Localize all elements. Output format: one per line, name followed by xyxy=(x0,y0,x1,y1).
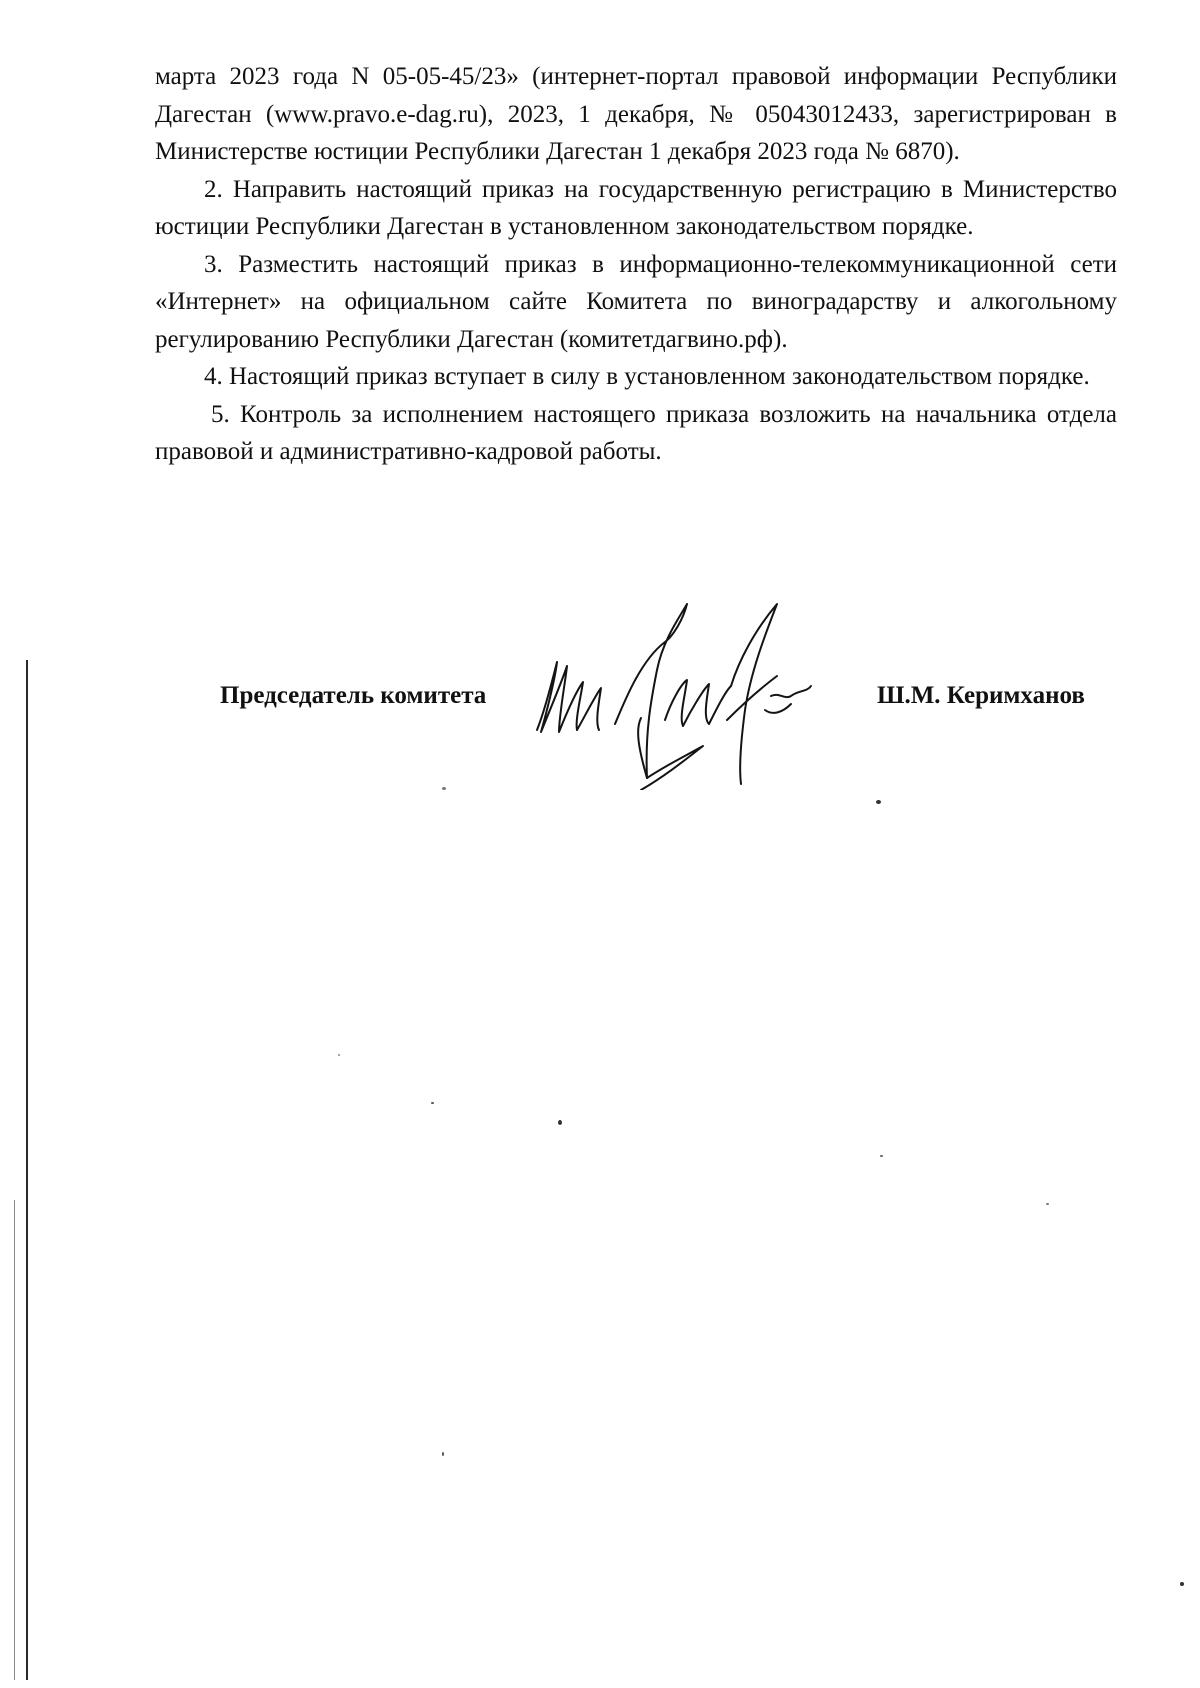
paragraph-item-5: 5. Контроль за исполнением настоящего приказа возложить на начальника отдела правовой и административно-кадровой работы. xyxy=(155,400,1117,465)
scan-border-line xyxy=(14,1200,15,1680)
scan-speck xyxy=(1046,1203,1049,1205)
scan-speck xyxy=(558,1120,562,1125)
document-body xyxy=(155,58,1117,471)
paragraph-item-3: 3. Разместить настоящий приказ в информационно-телекоммуникационной сети «Интернет» на официальном сайте Комитета по виноградарству и алкогольному регулированию Республики Дагестан (комитетдагвино.рф). xyxy=(155,250,1117,353)
signatory-title: Председатель комитета xyxy=(220,682,487,709)
signatory-name: Ш.М. Керимханов xyxy=(877,682,1085,709)
scan-speck xyxy=(880,1155,883,1157)
scan-speck xyxy=(876,800,881,804)
paragraph-item-2: 2. Направить настоящий приказ на государственную регистрацию в Министерство юстиции Республики Дагестан в установленном законодательством порядке. xyxy=(155,175,1117,240)
handwritten-signature xyxy=(515,600,845,790)
paragraph-item-4: 4. Настоящий приказ вступает в силу в установленном законодательством порядке. xyxy=(204,363,1090,390)
scan-border-line xyxy=(26,660,28,1680)
scan-speck xyxy=(442,787,446,790)
paragraph-continuation: марта 2023 года N 05-05-45/23» (интернет-портал правовой информации Республики Дагестан (www.pravo.e-dag.ru), 2023, 1 декабря, № 05043012433, зарегистрирован в Министерстве юстиции Республики Дагестан 1 декабря 2023 года № 6870). xyxy=(155,63,1117,165)
scan-speck xyxy=(338,1054,340,1056)
scan-speck xyxy=(431,1102,434,1104)
scan-speck xyxy=(442,1452,444,1456)
scan-speck xyxy=(1180,1582,1184,1586)
